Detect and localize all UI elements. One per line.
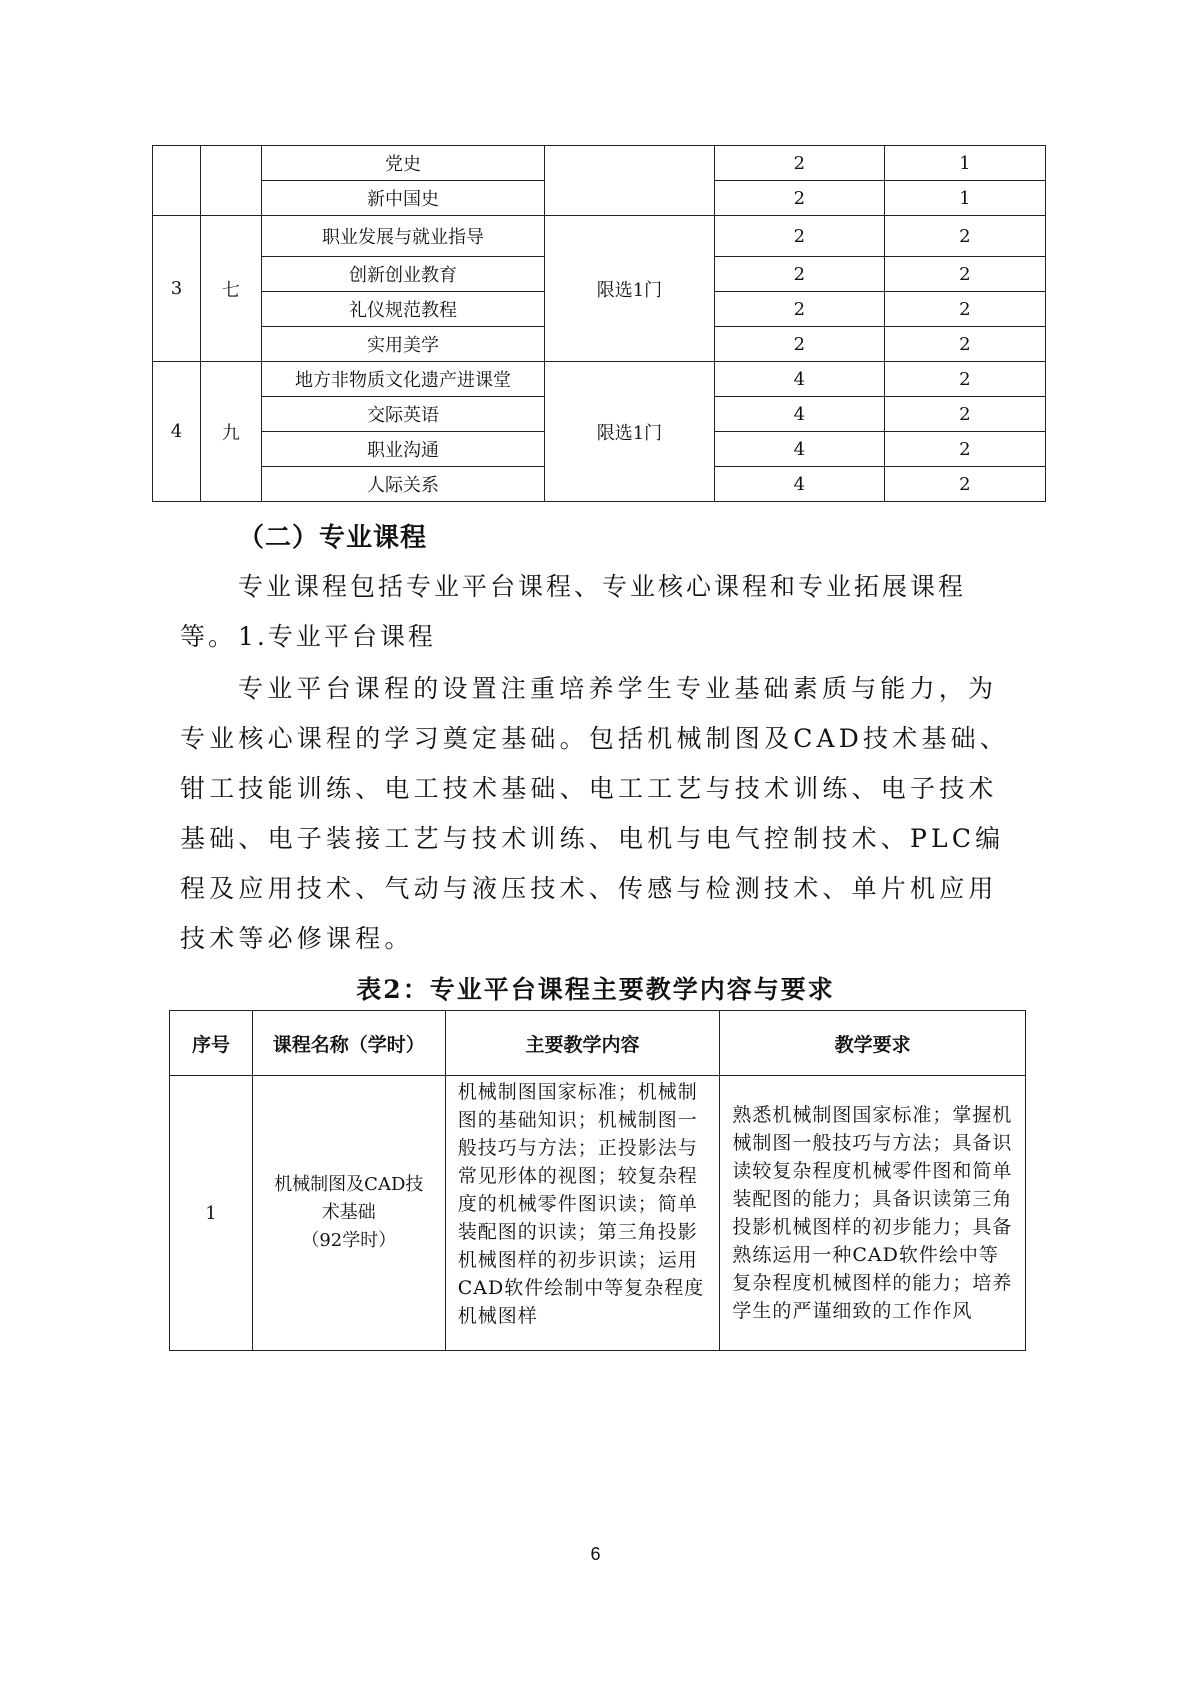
header-content: 主要教学内容 — [445, 1011, 720, 1076]
course-cell: 职业沟通 — [261, 432, 544, 467]
term-cell: 九 — [200, 362, 261, 502]
credit-cell: 2 — [884, 327, 1045, 362]
course-name: 机械制图及CAD技术基础 — [274, 1174, 424, 1223]
header-no: 序号 — [170, 1011, 253, 1076]
row-number-cell — [153, 146, 201, 216]
row-number-cell: 3 — [153, 216, 201, 362]
course-cell: 礼仪规范教程 — [261, 292, 544, 327]
term-cell — [200, 146, 261, 216]
hours-cell: 2 — [714, 146, 884, 181]
platform-course-table — [169, 1010, 1026, 1351]
note-cell: 限选1门 — [545, 216, 715, 362]
course-cell: 党史 — [261, 146, 544, 181]
term-cell: 七 — [200, 216, 261, 362]
credit-cell: 2 — [884, 397, 1045, 432]
course-cell: 实用美学 — [261, 327, 544, 362]
table-row — [170, 1076, 1026, 1351]
hours-cell: 2 — [714, 181, 884, 216]
hours-cell: 4 — [714, 362, 884, 397]
course-cell: 职业发展与就业指导 — [261, 216, 544, 257]
requirement-cell: 熟悉机械制图国家标准；掌握机械制图一般技巧与方法；具备识读较复杂程度机械零件图和简单装配图的能力；具备识读第三角投影机械图样的初步能力；具备熟练运用一种CAD软件绘中等复杂程度机械图样的能力；培养学生的严谨细致的工作作风 — [720, 1076, 1026, 1351]
body-paragraph: 专业平台课程的设置注重培养学生专业基础素质与能力，为专业核心课程的学习奠定基础。包括机械制图及CAD技术基础、钳工技能训练、电工技术基础、电工工艺与技术训练、电子技术基础、电子装接工艺与技术训练、电机与电气控制技术、PLC编程及应用技术、气动与液压技术、传感与检测技术、单片机应用技术等必修课程。 — [180, 674, 1010, 953]
note-cell: 限选1门 — [545, 362, 715, 502]
hours-cell: 4 — [714, 432, 884, 467]
course-cell: 地方非物质文化遗产进课堂 — [261, 362, 544, 397]
row-number-cell: 1 — [170, 1076, 253, 1351]
credit-cell: 2 — [884, 292, 1045, 327]
credit-cell: 2 — [884, 216, 1045, 257]
hours-cell: 2 — [714, 216, 884, 257]
credit-cell: 2 — [884, 432, 1045, 467]
row-number-cell: 4 — [153, 362, 201, 502]
hours-cell: 4 — [714, 397, 884, 432]
hours-cell: 2 — [714, 327, 884, 362]
credit-cell: 2 — [884, 257, 1045, 292]
intro-paragraph: 专业课程包括专业平台课程、专业核心课程和专业拓展课程等。 — [180, 572, 967, 651]
hours-cell: 2 — [714, 292, 884, 327]
credit-cell: 2 — [884, 467, 1045, 502]
section-heading: （二）专业课程 — [238, 523, 428, 553]
course-cell: 交际英语 — [261, 397, 544, 432]
credit-cell: 2 — [884, 362, 1045, 397]
page-number: 6 — [590, 1544, 601, 1564]
hours-cell: 4 — [714, 467, 884, 502]
hours-cell: 2 — [714, 257, 884, 292]
course-cell: 人际关系 — [261, 467, 544, 502]
content-cell: 机械制图国家标准；机械制图的基础知识；机械制图一般技巧与方法；正投影法与常见形体的视图；较复杂程度的机械零件图识读；简单装配图的识读；第三角投影机械图样的初步识读；运用CAD软件绘制中等复杂程度机械图样 — [445, 1076, 720, 1351]
course-cell: 创新创业教育 — [261, 257, 544, 292]
course-cell: 新中国史 — [261, 181, 544, 216]
credit-cell: 1 — [884, 146, 1045, 181]
sub-heading: 1.专业平台课程 — [238, 622, 436, 651]
credit-cell: 1 — [884, 181, 1045, 216]
elective-course-table — [152, 145, 1046, 502]
header-name: 课程名称（学时） — [252, 1011, 445, 1076]
course-name-cell — [252, 1076, 445, 1351]
header-requirement: 教学要求 — [720, 1011, 1026, 1076]
table-caption: 表2：专业平台课程主要教学内容与要求 — [356, 975, 835, 1004]
note-cell — [545, 146, 715, 216]
course-hours: （92学时） — [301, 1230, 397, 1251]
